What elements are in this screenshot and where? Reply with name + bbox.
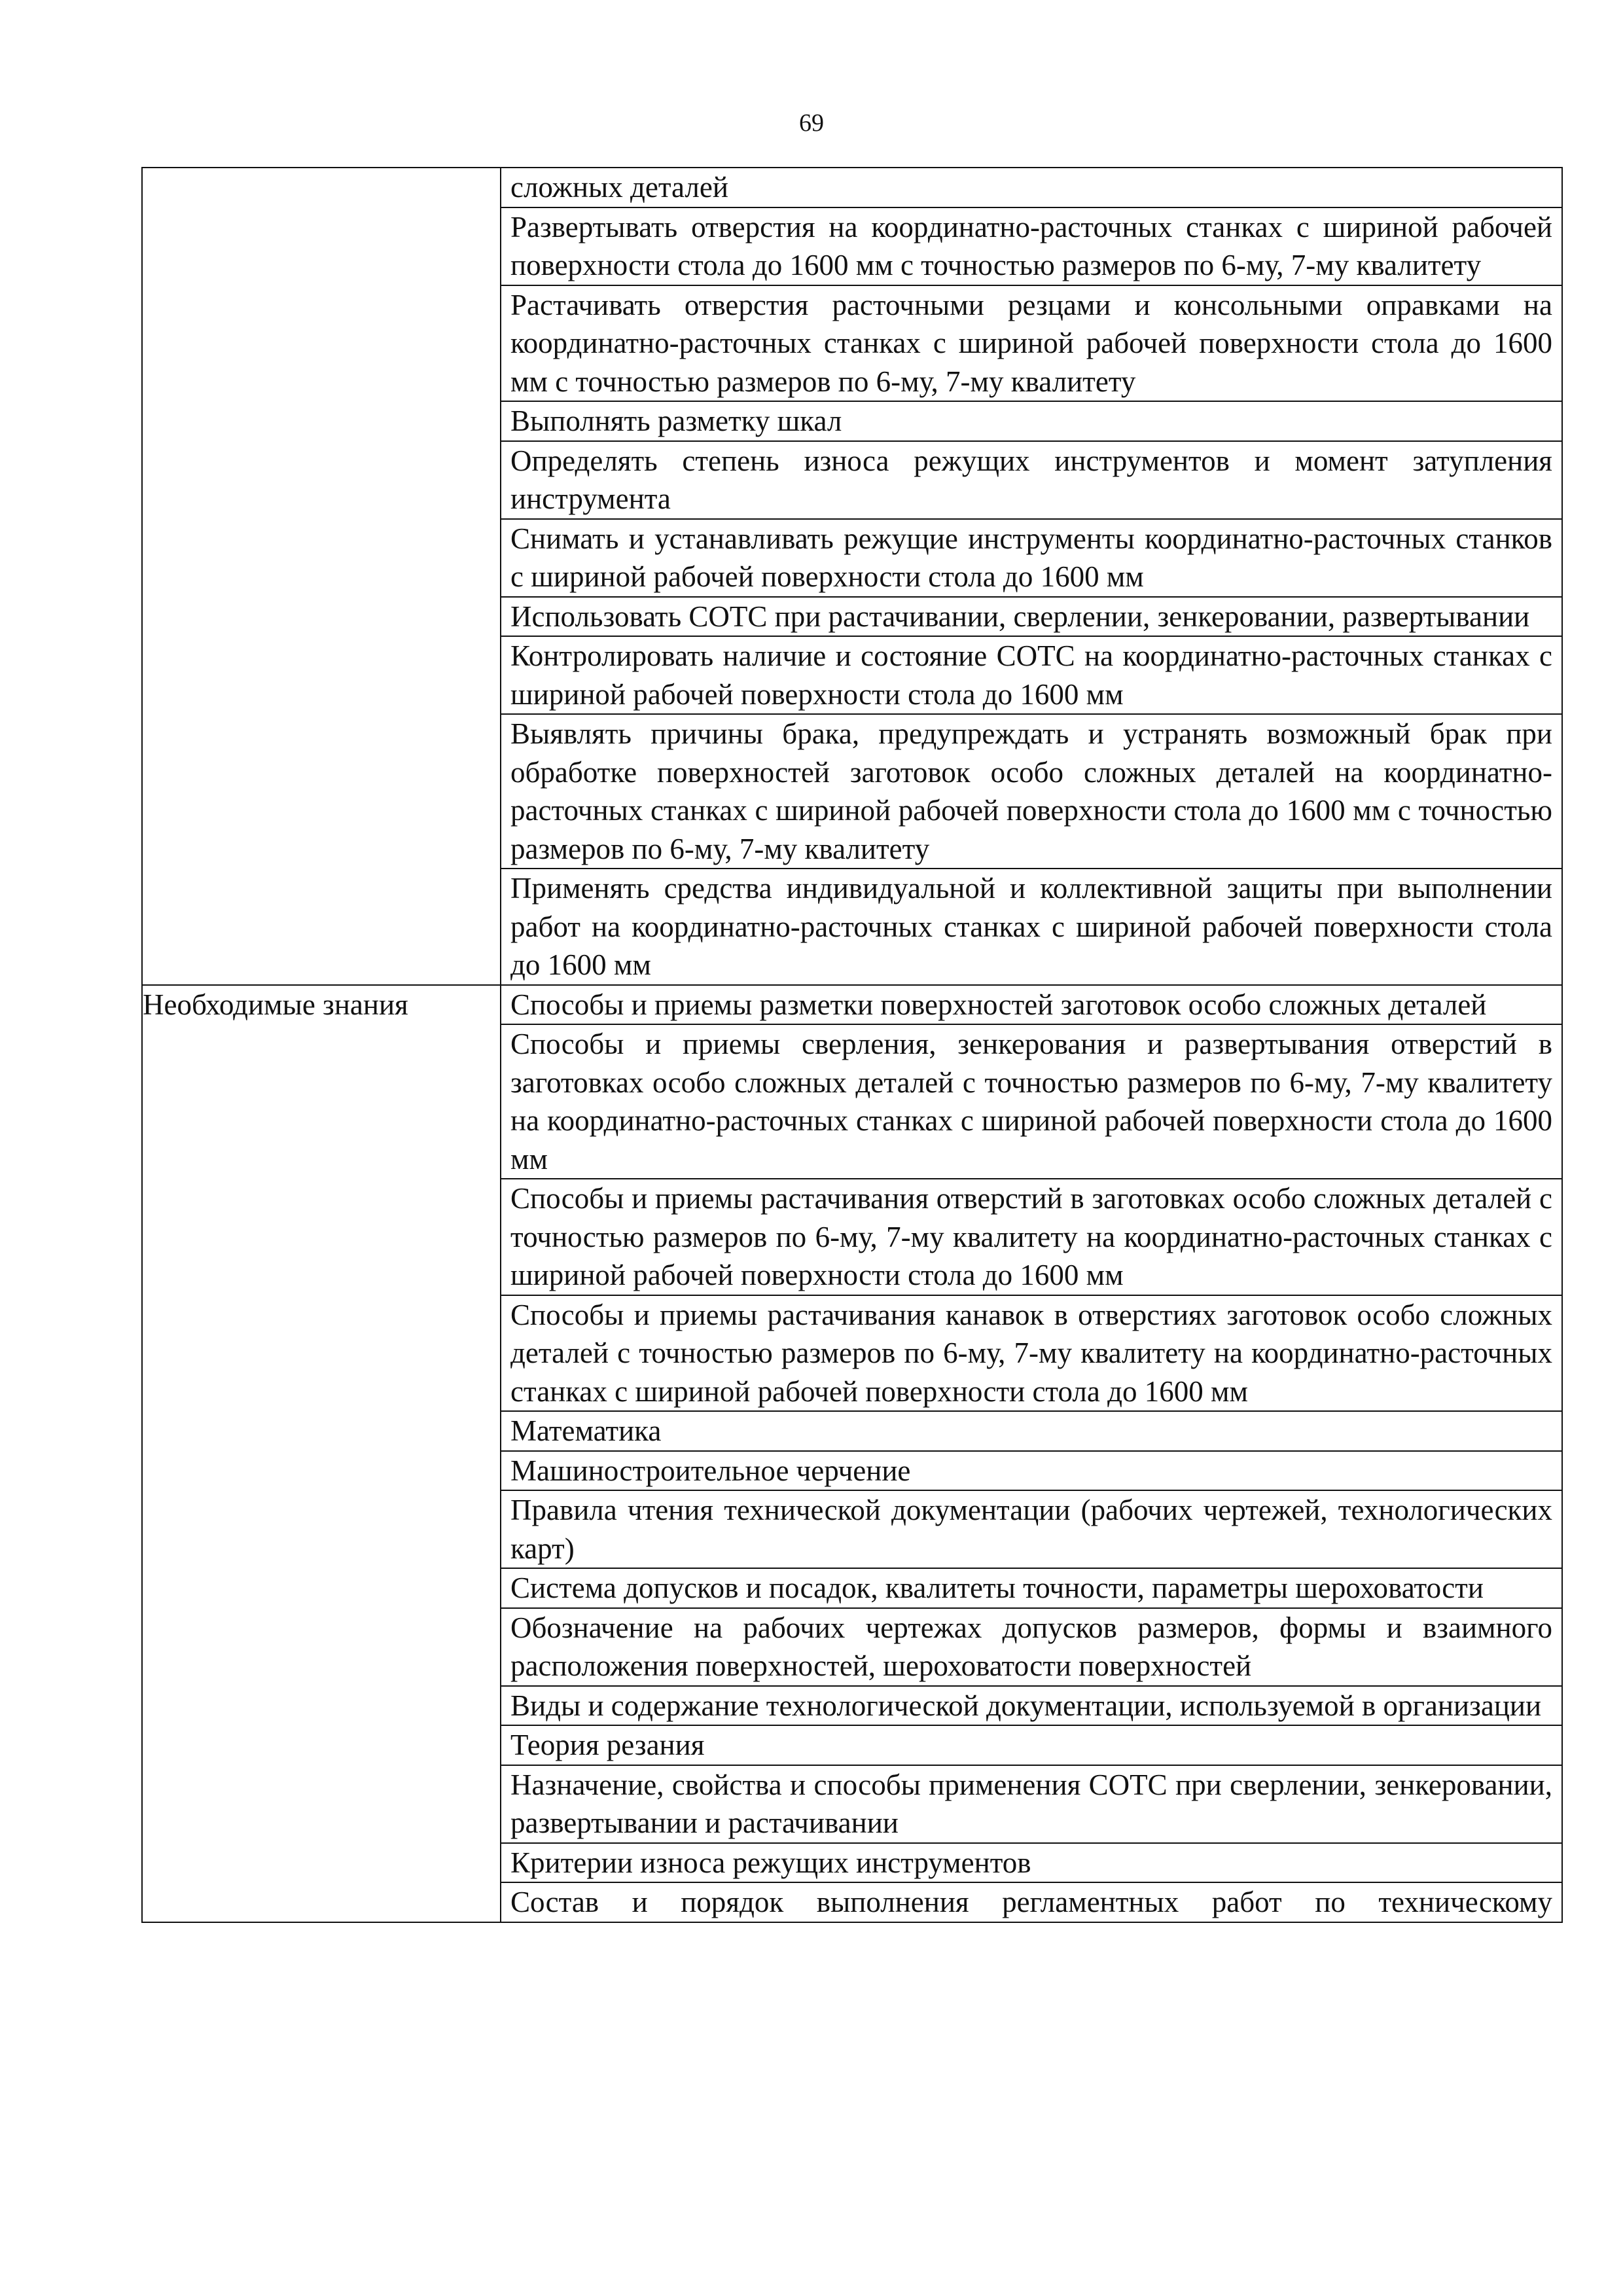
skills-label <box>142 168 501 985</box>
knowledge-item: Способы и приемы растачивания канавок в отверстиях заготовок особо сложных деталей с точностью размеров по 6-му, 7-му квалитету на координатно-расточных станках с шириной рабочей поверхности стола до 1600 мм <box>501 1295 1561 1411</box>
knowledge-item: Теория резания <box>501 1725 1561 1765</box>
page-number: 69 <box>799 109 824 137</box>
knowledge-item: Назначение, свойства и способы применения СОТС при сверлении, зенкеровании, развертывании и растачивании <box>501 1765 1561 1842</box>
competency-table <box>141 167 1563 1923</box>
knowledge-item: Машиностроительное черчение <box>501 1450 1561 1490</box>
knowledge-row <box>142 985 1562 1922</box>
knowledge-item: Способы и приемы растачивания отверстий в заготовках особо сложных деталей с точностью размеров по 6-му, 7-му квалитету на координатно-расточных станках с шириной рабочей поверхности стола до 1600 мм <box>501 1178 1561 1295</box>
knowledge-item: Способы и приемы сверления, зенкерования и развертывания отверстий в заготовках особо сложных деталей с точностью размеров по 6-му, 7-му квалитету на координатно-расточных станках с шириной рабочей поверхности стола до 1600 мм <box>501 1024 1561 1178</box>
knowledge-item: Виды и содержание технологической документации, используемой в организации <box>501 1685 1561 1725</box>
skill-item: Развертывать отверстия на координатно-расточных станках с шириной рабочей поверхности стола до 1600 мм с точностью размеров по 6-му, 7-му квалитету <box>501 207 1561 285</box>
knowledge-items <box>501 985 1562 1922</box>
skill-item: сложных деталей <box>510 171 728 204</box>
knowledge-item: Система допусков и посадок, квалитеты точности, параметры шероховатости <box>501 1568 1561 1607</box>
skill-item: Снимать и устанавливать режущие инструменты координатно-расточных станков с шириной рабочей поверхности стола до 1600 мм <box>501 518 1561 596</box>
knowledge-item: Математика <box>501 1410 1561 1450</box>
skills-row <box>142 168 1562 985</box>
knowledge-item: Обозначение на рабочих чертежах допусков размеров, формы и взаимного расположения поверхностей, шероховатости поверхностей <box>501 1607 1561 1685</box>
skill-item: Растачивать отверстия расточными резцами и консольными оправками на координатно-расточных станках с шириной рабочей поверхности стола до 1600 мм с точностью размеров по 6-му, 7-му квалитету <box>501 285 1561 401</box>
skills-items <box>501 168 1562 985</box>
skill-item: Контролировать наличие и состояние СОТС на координатно-расточных станках с шириной рабочей поверхности стола до 1600 мм <box>501 636 1561 713</box>
knowledge-label: Необходимые знания <box>142 985 501 1922</box>
knowledge-item: Правила чтения технической документации (рабочих чертежей, технологических карт) <box>501 1490 1561 1568</box>
skill-item: Использовать СОТС при растачивании, сверлении, зенкеровании, развертывании <box>501 596 1561 636</box>
skill-item: Определять степень износа режущих инструментов и момент затупления инструмента <box>501 440 1561 518</box>
knowledge-item: Критерии износа режущих инструментов <box>501 1842 1561 1882</box>
skill-item: Выявлять причины брака, предупреждать и устранять возможный брак при обработке поверхностей заготовок особо сложных деталей на координатно-расточных станках с шириной рабочей поверхности стола до 1600 мм с точностью размеров по 6-му, 7-му квалитету <box>501 713 1561 868</box>
knowledge-item: Состав и порядок выполнения регламентных работ по техническому <box>501 1882 1561 1922</box>
knowledge-item: Способы и приемы разметки поверхностей заготовок особо сложных деталей <box>510 988 1487 1021</box>
skill-item: Выполнять разметку шкал <box>501 401 1561 440</box>
skill-item: Применять средства индивидуальной и коллективной защиты при выполнении работ на координатно-расточных станках с шириной рабочей поверхности стола до 1600 мм <box>501 868 1561 984</box>
